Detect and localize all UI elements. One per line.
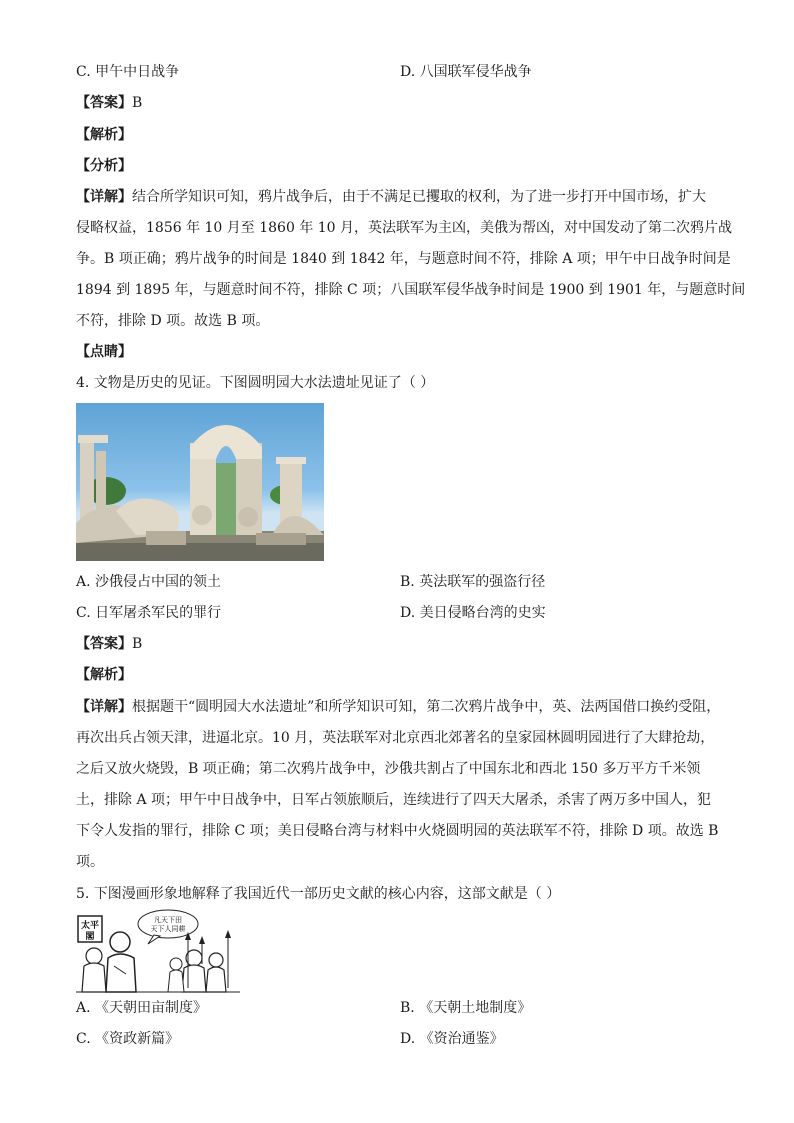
q5-option-d: D. 《资治通鉴》: [400, 1031, 504, 1047]
q3-detail-line-3: 争。B 项正确；鸦片战争的时间是 1840 到 1842 年，与题意时间不符，排除 A 项；甲午中日战争时间是: [76, 251, 731, 267]
q3-option-d: D. 八国联军侵华战争: [400, 64, 532, 80]
q4-option-c: C. 日军屠杀军民的罪行: [76, 605, 222, 621]
q4-detail-line-2: 再次出兵占领天津，进逼北京。10 月，英法联军对北京西北郊著名的皇家园林圆明园进行了大肆抢劫，: [76, 730, 715, 746]
q3-detail-line-1: [76, 187, 706, 207]
q3-detail-line-4: 1894 到 1895 年，与题意时间不符，排除 C 项；八国联军侵华战争时间是 1900 到 1901 年，与题意时间: [76, 282, 746, 298]
cartoon-image: [76, 908, 240, 994]
q5-stem: 5. 下图漫画形象地解释了我国近代一部历史文献的核心内容，这部文献是（ ）: [76, 886, 561, 902]
q3-detail-line-5: 不符，排除 D 项。故选 B 项。: [76, 313, 270, 329]
q4-option-d: D. 美日侵略台湾的史实: [400, 605, 546, 621]
answer-label: 【答案】: [76, 95, 132, 111]
q3-answer: [76, 93, 142, 113]
q5-option-a: A. 《天朝田亩制度》: [76, 1000, 208, 1016]
q4-option-a: A. 沙俄侵占中国的领土: [76, 574, 222, 590]
q3-analysis-label: 【解析】: [76, 127, 132, 143]
answer-value: B: [132, 95, 143, 111]
cartoon-sign-text-2: 閣: [85, 932, 95, 942]
detail-label: 【详解】: [76, 189, 132, 205]
q4-detail-line-3: 之后又放火烧毁，B 项正确；第二次鸦片战争中，沙俄共割占了中国东北和西北 150 多万平方千米领: [76, 761, 701, 777]
ruins-photo-icon: [76, 403, 324, 561]
q4-option-b: B. 英法联军的强盗行径: [400, 574, 546, 590]
detail-text: 结合所学知识可知，鸦片战争后，由于不满足已攫取的权利，为了进一步打开中国市场，扩大: [132, 189, 706, 205]
q4-detail-line-5: 下令人发指的罪行，排除 C 项；美日侵略台湾与材料中火烧圆明园的英法联军不符，排除 D 项。故选 B: [76, 823, 719, 839]
detail-text: 根据题干“圆明园大水法遗址”和所学知识可知，第二次鸦片战争中，英、法两国借口换约受阻，: [132, 699, 721, 715]
q5-option-c: C. 《资政新篇》: [76, 1031, 180, 1047]
cartoon-illustration-icon: [76, 908, 240, 994]
q4-detail-line-1: [76, 697, 720, 717]
q3-detail-line-2: 侵略权益，1856 年 10 月至 1860 年 10 月，英法联军为主凶，美俄为帮凶，对中国发动了第二次鸦片战: [76, 220, 733, 236]
answer-value: B: [132, 636, 143, 652]
q4-analysis-label: 【解析】: [76, 667, 132, 683]
q3-option-c: C. 甲午中日战争: [76, 64, 180, 80]
answer-label: 【答案】: [76, 636, 132, 652]
detail-label: 【详解】: [76, 699, 132, 715]
q4-stem: 4. 文物是历史的见证。下图圆明园大水法遗址见证了（ ）: [76, 375, 435, 391]
cartoon-speech-line-1: 凡天下田: [154, 916, 182, 924]
q4-answer: [76, 634, 142, 654]
q4-detail-line-6: 项。: [76, 854, 104, 870]
ruins-photo: [76, 403, 324, 561]
q3-dianjing-label: 【点睛】: [76, 344, 132, 360]
cartoon-sign-text: 太平: [80, 921, 100, 931]
q3-fenxi-label: 【分析】: [76, 158, 132, 174]
cartoon-speech-line-2: 天下人同耕: [150, 925, 186, 933]
q4-detail-line-4: 土，排除 A 项；甲午中日战争中，日军占领旅顺后，连续进行了四天大屠杀，杀害了两万多中国人，犯: [76, 792, 712, 808]
q5-option-b: B. 《天朝土地制度》: [400, 1000, 532, 1016]
